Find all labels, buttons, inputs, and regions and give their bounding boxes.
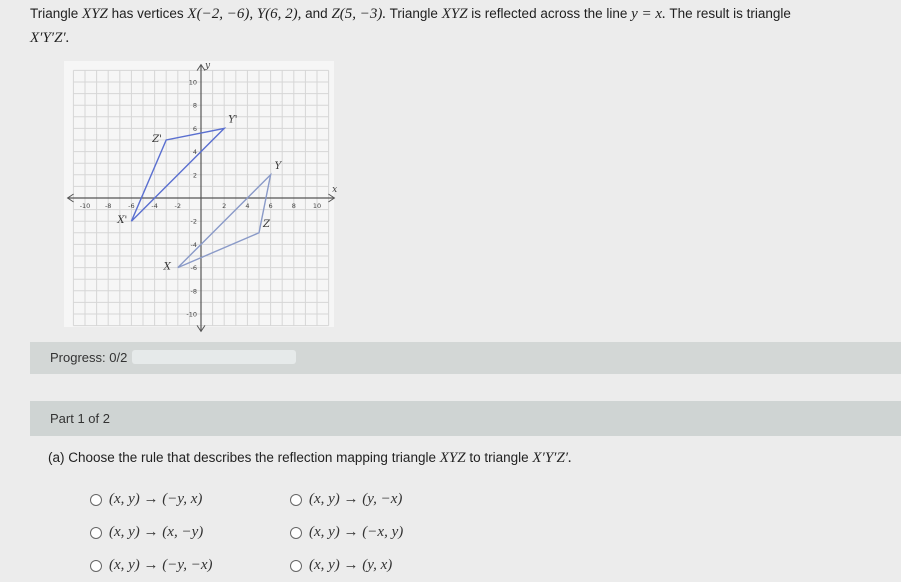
progress-bar-section	[30, 342, 901, 374]
problem-math: X(−2, −6), Y(6, 2),	[187, 6, 302, 22]
problem-math: X′Y′Z′.	[30, 30, 70, 46]
radio-button-icon[interactable]	[90, 494, 102, 506]
option-neg-x-y[interactable]	[290, 524, 403, 541]
y-tick-label: -6	[190, 264, 197, 273]
y-tick-label: -8	[190, 287, 197, 296]
problem-math: XYZ	[82, 6, 108, 22]
vertex-label: Y	[274, 160, 282, 172]
question-prompt	[48, 450, 572, 467]
problem-text: Triangle	[386, 6, 442, 21]
y-tick-label: -10	[186, 310, 197, 319]
option-label: (x, y) → (−y, x)	[109, 491, 203, 507]
option-label: (x, y) → (x, −y)	[109, 524, 204, 540]
problem-line-2	[30, 26, 890, 50]
problem-text: Triangle	[30, 6, 83, 21]
part-header	[30, 401, 901, 436]
progress-track	[132, 350, 296, 364]
problem-text: is reflected across the line	[467, 6, 632, 21]
option-neg-y-x[interactable]	[90, 491, 202, 508]
x-tick-label: 2	[222, 202, 227, 210]
option-label: (x, y) → (y, x)	[309, 557, 393, 573]
problem-math: XYZ	[441, 6, 468, 22]
y-tick-label: 8	[192, 101, 197, 110]
x-tick-label: -8	[104, 202, 112, 210]
radio-button-icon[interactable]	[290, 527, 302, 539]
graph-svg	[64, 61, 338, 327]
vertex-label: Z	[263, 218, 270, 230]
part-label: Part 1 of 2	[50, 411, 110, 426]
question-math: X′Y′Z′.	[532, 450, 572, 466]
y-tick-label: -4	[190, 240, 197, 249]
x-tick-label: 8	[291, 202, 296, 210]
question-text: (a) Choose the rule that describes the reflection mapping triangle	[48, 450, 440, 465]
x-axis-label: x	[332, 185, 338, 195]
problem-math: Z(5, −3).	[331, 6, 387, 22]
radio-button-icon[interactable]	[90, 560, 102, 572]
x-tick-label: 4	[245, 202, 250, 210]
vertex-label: Z'	[152, 134, 162, 145]
radio-button-icon[interactable]	[290, 560, 302, 572]
problem-statement	[30, 2, 890, 50]
coordinate-graph	[64, 61, 338, 327]
y-tick-label: 6	[192, 124, 197, 133]
radio-button-icon[interactable]	[90, 527, 102, 539]
option-label: (x, y) → (−x, y)	[309, 524, 404, 540]
problem-text: and	[301, 6, 332, 21]
question-math: XYZ	[439, 450, 466, 466]
vertex-label: X'	[117, 215, 128, 227]
option-neg-y-neg-x[interactable]	[90, 557, 213, 574]
problem-text: The result is triangle	[665, 6, 791, 21]
radio-button-icon[interactable]	[290, 494, 302, 506]
problem-math: y = x.	[631, 6, 666, 22]
x-tick-label: 10	[312, 202, 322, 210]
x-tick-label: -2	[174, 202, 182, 210]
option-x-neg-y[interactable]	[90, 524, 203, 541]
option-y-x[interactable]	[290, 557, 392, 574]
x-tick-label: -6	[128, 202, 135, 210]
x-tick-label: -10	[79, 202, 91, 210]
vertex-label: Y'	[228, 114, 238, 126]
option-y-neg-x[interactable]	[290, 491, 402, 508]
x-tick-label: -4	[151, 202, 158, 210]
progress-label: Progress: 0/2	[50, 350, 128, 365]
y-tick-label: 10	[188, 78, 197, 87]
y-axis-label: y	[205, 61, 211, 72]
x-tick-label: 6	[268, 202, 273, 210]
problem-text: has vertices	[107, 6, 188, 21]
option-label: (x, y) → (y, −x)	[309, 491, 403, 507]
option-label: (x, y) → (−y, −x)	[109, 557, 213, 573]
y-tick-label: 4	[192, 148, 197, 157]
y-tick-label: -2	[190, 217, 197, 226]
problem-line-1	[30, 2, 890, 26]
vertex-label: X	[163, 261, 171, 273]
question-text: to triangle	[465, 450, 533, 465]
y-tick-label: 2	[192, 171, 197, 180]
